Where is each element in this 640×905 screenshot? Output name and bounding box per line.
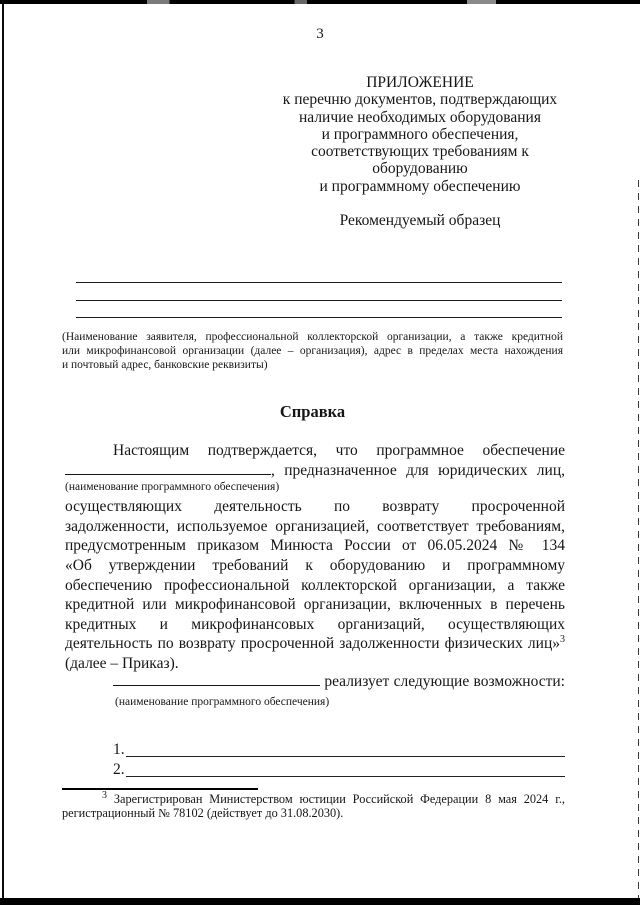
body-line: кредитной или микрофинансовой организации, включенных в перечень <box>65 596 565 614</box>
certificate-body-paragraph <box>65 441 565 674</box>
footnote-marker: 3 <box>102 789 107 801</box>
footnote-text: Зарегистрирован Министерством юстиции Российской Федерации 8 мая 2024 г., <box>113 792 565 806</box>
scan-border-top <box>0 0 640 4</box>
software-name-caption: (наименование программного обеспечения) <box>65 481 280 494</box>
features-list <box>113 740 565 779</box>
list-item-number: 1. <box>113 741 125 759</box>
appendix-heading <box>275 74 565 229</box>
body-line-text: , предназначенное для юридических лиц, <box>271 461 565 479</box>
applicant-caption <box>62 331 563 373</box>
list-item-fill-in-line <box>126 776 565 777</box>
body-line: Настоящим подтверждается, что программное обеспечение <box>113 442 565 459</box>
features-intro-text: реализует следующие возможности: <box>324 673 565 690</box>
applicant-caption-line: (Наименование заявителя, профессиональной коллекторской организации, а также кредитной <box>62 331 563 343</box>
appendix-heading-line: и программного обеспечения, <box>321 125 519 143</box>
appendix-heading-line: к перечню документов, подтверждающих <box>282 91 558 109</box>
body-line: осуществляющих деятельность по возврату просроченной <box>65 498 565 516</box>
body-line: кредитных и микрофинансовых организаций, осуществляющих <box>65 615 565 633</box>
applicant-caption-line: или микрофинансовой организации (далее – организация), адрес в пределах места нахождения <box>62 344 563 357</box>
body-line-with-footnote-ref <box>65 634 565 654</box>
body-line: задолженности, используемое организацией, соответствует требованиям, <box>65 517 565 535</box>
applicant-caption-line: и почтовый адрес, банковские реквизиты) <box>62 358 268 371</box>
list-item <box>113 740 565 759</box>
body-line: «Об утверждении требований к оборудованию и программному <box>65 556 565 574</box>
footnote-line: регистрационный № 78102 (действует до 31.08.2030). <box>62 805 344 820</box>
features-intro-line <box>65 672 565 692</box>
footnote-reference: 3 <box>560 634 565 646</box>
features-intro <box>65 672 565 692</box>
body-line: (далее – Приказ). <box>65 654 179 672</box>
recommended-sample-label: Рекомендуемый образец <box>339 212 501 230</box>
software-name-fill-in-line <box>65 472 271 475</box>
page-number: 3 <box>316 26 324 42</box>
appendix-heading-line: соответствующих требованиям к <box>311 143 529 161</box>
list-item <box>113 759 565 778</box>
footnote-line <box>62 789 565 807</box>
appendix-heading-line: оборудованию <box>372 160 468 178</box>
software-name-caption: (наименование программного обеспечения) <box>115 696 330 708</box>
applicant-fill-in-line <box>76 282 562 283</box>
applicant-fill-in-line <box>76 300 562 301</box>
list-item-fill-in-line <box>126 756 565 757</box>
certificate-title: Справка <box>279 402 346 421</box>
appendix-heading-line: ПРИЛОЖЕНИЕ <box>366 74 474 91</box>
software-name-fill-in-line <box>113 683 320 686</box>
appendix-heading-line: и программному обеспечению <box>319 177 521 195</box>
body-line-with-blank <box>65 461 565 481</box>
scan-border-left <box>2 0 4 905</box>
scan-border-bottom <box>0 898 640 905</box>
appendix-heading-line: наличие необходимых оборудования <box>299 108 541 126</box>
body-line: предусмотренным приказом Минюста России от 06.05.2024 № 134 <box>65 537 565 555</box>
applicant-fill-in-line <box>76 317 562 318</box>
body-line-text: деятельность по возврату просроченной задолженности физических лиц» <box>65 635 560 653</box>
footnote <box>62 789 565 820</box>
footnote-separator <box>62 788 258 790</box>
body-line: обеспечению профессиональной коллекторской организации, а также <box>65 576 565 594</box>
list-item-number: 2. <box>113 760 125 778</box>
scan-border-right <box>638 180 639 898</box>
